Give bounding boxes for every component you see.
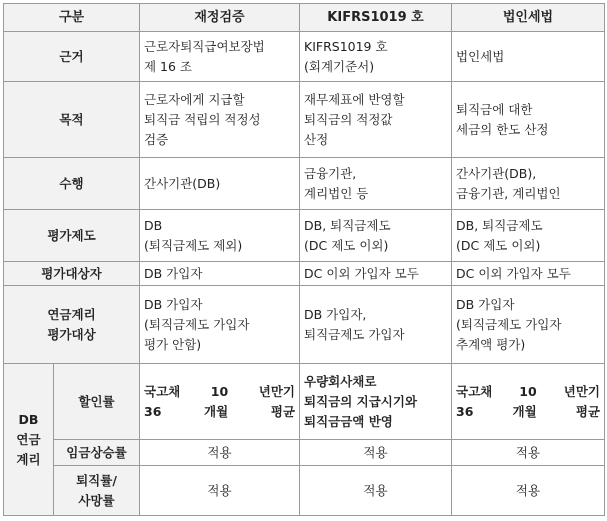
cell-performer-financial: 간사기관(DB) xyxy=(140,158,300,210)
cell-subjects-tax: DC 이외 가입자 모두 xyxy=(452,262,605,286)
row-label-wage-growth: 임금상승률 xyxy=(54,440,140,466)
row-basis xyxy=(4,32,605,82)
cell-annuity-financial: DB 가입자 (퇴직금제도 가입자 평가 안함) xyxy=(140,286,300,364)
cell-wage-tax: 적용 xyxy=(452,440,605,466)
cell-wage-financial: 적용 xyxy=(140,440,300,466)
cell-annuity-tax: DB 가입자 (퇴직금제도 가입자 추계액 평가) xyxy=(452,286,605,364)
header-financial-verification: 재정검증 xyxy=(140,4,300,32)
row-purpose xyxy=(4,82,605,158)
row-discount-rate xyxy=(4,364,605,440)
row-label-system: 평가제도 xyxy=(4,210,140,262)
comparison-table-container xyxy=(3,3,604,516)
row-label-performer: 수행 xyxy=(4,158,140,210)
cell-annuity-kifrs: DB 가입자, 퇴직금제도 가입자 xyxy=(300,286,452,364)
cell-purpose-financial: 근로자에게 지급할 퇴직금 적립의 적정성 검증 xyxy=(140,82,300,158)
cell-system-kifrs: DB, 퇴직금제도 (DC 제도 이외) xyxy=(300,210,452,262)
header-row xyxy=(4,4,605,32)
row-subjects xyxy=(4,262,605,286)
row-system xyxy=(4,210,605,262)
cell-basis-kifrs: KIFRS1019 호 (회계기준서) xyxy=(300,32,452,82)
cell-purpose-kifrs: 재무제표에 반영할 퇴직금의 적정값 산정 xyxy=(300,82,452,158)
cell-discount-tax: 국고채 10 년만기 36 개월 평균 xyxy=(452,364,605,440)
row-label-basis: 근거 xyxy=(4,32,140,82)
row-retirement-rate xyxy=(4,466,605,516)
cell-wage-kifrs: 적용 xyxy=(300,440,452,466)
cell-basis-tax: 법인세법 xyxy=(452,32,605,82)
cell-performer-kifrs: 금융기관, 계리법인 등 xyxy=(300,158,452,210)
cell-performer-tax: 간사기관(DB), 금융기관, 계리법인 xyxy=(452,158,605,210)
cell-discount-financial: 국고채 10 년만기 36 개월 평균 xyxy=(140,364,300,440)
cell-system-financial: DB (퇴직금제도 제외) xyxy=(140,210,300,262)
cell-retire-tax: 적용 xyxy=(452,466,605,516)
row-label-purpose: 목적 xyxy=(4,82,140,158)
cell-subjects-financial: DB 가입자 xyxy=(140,262,300,286)
row-label-annuity: 연금계리 평가대상 xyxy=(4,286,140,364)
row-label-retirement-rate: 퇴직률/ 사망률 xyxy=(54,466,140,516)
cell-discount-kifrs: 우량회사채로 퇴직금의 지급시기와 퇴직금금액 반영 xyxy=(300,364,452,440)
row-label-subjects: 평가대상자 xyxy=(4,262,140,286)
header-corporate-tax-law: 법인세법 xyxy=(452,4,605,32)
header-category: 구분 xyxy=(4,4,140,32)
row-wage-growth xyxy=(4,440,605,466)
row-performer xyxy=(4,158,605,210)
row-group-db-actuarial: DB 연금 계리 xyxy=(4,364,54,516)
row-annuity xyxy=(4,286,605,364)
row-label-discount-rate: 할인률 xyxy=(54,364,140,440)
comparison-table xyxy=(3,3,605,516)
cell-subjects-kifrs: DC 이외 가입자 모두 xyxy=(300,262,452,286)
cell-retire-financial: 적용 xyxy=(140,466,300,516)
cell-retire-kifrs: 적용 xyxy=(300,466,452,516)
cell-system-tax: DB, 퇴직금제도 (DC 제도 이외) xyxy=(452,210,605,262)
cell-basis-financial: 근로자퇴직급여보장법 제 16 조 xyxy=(140,32,300,82)
header-kifrs1019: KIFRS1019 호 xyxy=(300,4,452,32)
cell-purpose-tax: 퇴직금에 대한 세금의 한도 산정 xyxy=(452,82,605,158)
